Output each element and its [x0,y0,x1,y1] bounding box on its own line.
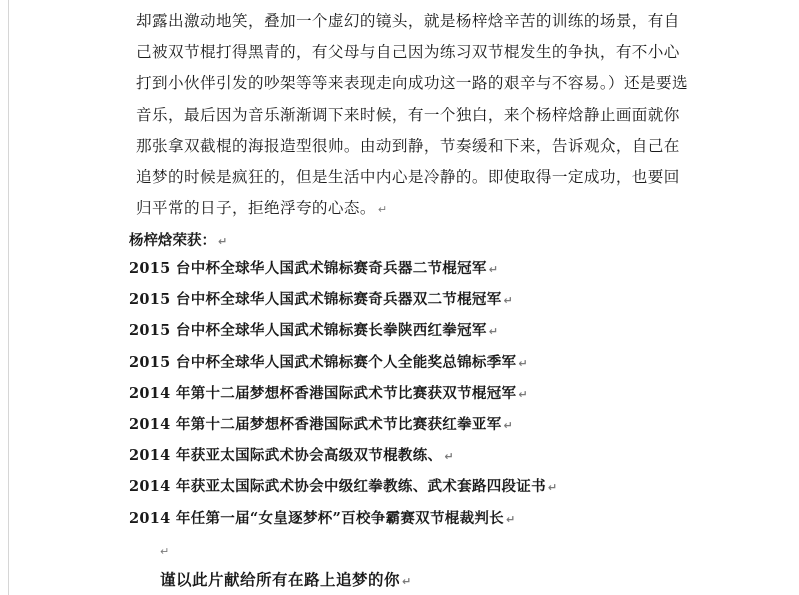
honor-text: 2014 年第十二届梦想杯香港国际武术节比赛获红拳亚军 [129,415,502,433]
empty-paragraph[interactable] [158,540,169,560]
paragraph-line-7 [136,193,696,225]
paragraph-mark-icon: ↵ [505,512,516,526]
honor-item[interactable] [129,352,557,383]
honor-text: 2014 年第十二届梦想杯香港国际武术节比赛获双节棍冠军 [129,384,517,402]
honor-text: 2015 台中杯全球华人国武术锦标赛奇兵器双二节棍冠军 [129,291,502,309]
paragraph-mark-icon: ↵ [503,294,514,308]
dedication-text: 谨以此片献给所有在路上追梦的你 [160,570,401,589]
honor-text: 2015 台中杯全球华人国武术锦标赛长拳陕西红拳冠军 [129,322,487,340]
paragraph-mark-icon: ↵ [518,387,528,401]
honor-text: 2015 台中杯全球华人国武术锦标赛个人全能奖总锦标季军 [129,353,517,371]
paragraph-line-2: 己被双节棍打得黑青的，有父母与自己因为练习双节棍发生的争执，有不小心 [136,43,680,62]
paragraph-line-5: 那张拿双截棍的海报造型很帅。由动到静，节奏缓和下来，告诉观众，自己在 [136,136,680,155]
honor-item[interactable] [129,289,557,320]
paragraph-mark-icon: ↵ [518,356,528,370]
honor-item[interactable] [129,258,557,289]
honor-item[interactable] [129,414,557,445]
honor-text: 2015 台中杯全球华人国武术锦标赛奇兵器二节棍冠军 [129,260,487,277]
honor-text: 2014 年任第一届“女皇逐梦杯”百校争霸赛双节棍裁判长 [129,509,504,527]
honor-text: 2014 年获亚太国际武术协会高级双节棍教练、 [129,447,443,465]
honor-text: 2014 年获亚太国际武术协会中级红拳教练、武术套路四段证书 [129,478,546,496]
paragraph-line-4: 音乐，最后因为音乐渐渐调下来时候，有一个独白，来个杨梓焓静止画面就你 [136,105,680,124]
paragraph-mark-icon: ↵ [218,235,228,248]
paragraph-line-7-text: 归平常的日子，拒绝浮夸的心态。 [136,199,376,218]
paragraph-line-6: 追梦的时候是疯狂的，但是生活中内心是冷静的。即使取得一定成功，也要回 [136,168,680,187]
paragraph-mark-icon: ↵ [488,325,499,339]
paragraph-line-3: 打到小伙伴引发的吵架等等来表现走向成功这一路的艰辛与不容易。）还是要选 [136,74,688,93]
paragraph-mark-icon: ↵ [547,481,558,495]
paragraph-mark-icon: ↵ [160,545,170,558]
honor-item[interactable] [129,445,557,476]
dedication-line[interactable] [160,568,412,590]
honor-item[interactable] [129,320,557,351]
paragraph-line-1: 却露出激动地笑，叠加一个虚幻的镜头，就是杨梓焓辛苦的训练的场景，有自 [136,12,680,30]
honor-item[interactable] [129,476,557,507]
paragraph-mark-icon: ↵ [402,575,412,588]
paragraph-mark-icon: ↵ [503,418,514,432]
paragraph-mark-icon: ↵ [377,203,388,217]
honor-item[interactable] [129,383,557,414]
honor-item[interactable] [129,508,557,539]
paragraph-mark-icon: ↵ [444,450,454,464]
honors-heading-text: 杨梓焓荣获： [129,232,216,249]
story-paragraph[interactable] [136,6,696,225]
paragraph-mark-icon: ↵ [488,263,499,276]
honors-list [129,258,557,539]
honors-heading[interactable] [129,229,227,250]
